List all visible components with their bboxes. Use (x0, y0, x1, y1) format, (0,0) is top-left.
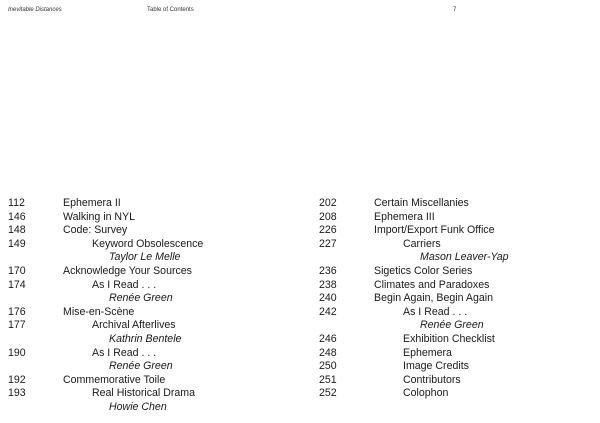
toc-title: Acknowledge Your Sources (63, 264, 192, 277)
toc-entry (8, 238, 288, 252)
toc-page-number: 238 (319, 278, 337, 291)
toc-author-line (8, 333, 288, 347)
toc-entry (319, 360, 599, 374)
toc-page-number: 227 (319, 237, 337, 250)
toc-author-line (319, 319, 599, 333)
toc-entry (319, 347, 599, 361)
toc-title: As I Read . . . (92, 346, 157, 359)
toc-page-number: 202 (319, 197, 337, 209)
toc-title: Ephemera III (374, 210, 435, 223)
toc-title: Real Historical Drama (92, 387, 196, 400)
toc-page-number: 240 (319, 292, 337, 305)
toc-entry (8, 279, 288, 293)
toc-page-number: 174 (8, 278, 26, 291)
toc-title: Mise-en-Scène (63, 305, 135, 318)
book-title: Inevitable Distances (8, 7, 62, 13)
toc-entry (319, 306, 599, 320)
section-title: Table of Contents (147, 7, 194, 13)
toc-title: Carriers (403, 237, 441, 250)
toc-title: Climates and Paradoxes (374, 278, 490, 291)
toc-entry (319, 265, 599, 279)
toc-entry (8, 211, 288, 225)
toc-page-number: 250 (319, 360, 337, 373)
toc-page-number: 177 (8, 319, 26, 332)
toc-entry (8, 347, 288, 361)
toc-page-number: 248 (319, 346, 337, 359)
toc-entry (8, 265, 288, 279)
toc-page-number: 190 (8, 346, 26, 359)
toc-title: Import/Export Funk Office (374, 224, 495, 237)
toc-page-number: 193 (8, 387, 26, 400)
toc-author-line (8, 251, 288, 265)
toc-author-line (8, 401, 288, 415)
toc-entry (319, 292, 599, 306)
toc-title: Contributors (403, 373, 461, 386)
toc-entry (319, 211, 599, 225)
toc-entry (8, 374, 288, 388)
toc-entry (8, 306, 288, 320)
toc-page-number: 246 (319, 332, 337, 345)
toc-title: Ephemera (403, 346, 452, 359)
toc-page-number: 192 (8, 373, 26, 386)
toc-title: Code: Survey (63, 224, 128, 237)
toc-entry (319, 279, 599, 293)
toc-page-number: 149 (8, 237, 26, 250)
toc-page-number: 170 (8, 264, 26, 277)
toc-column-left (8, 197, 288, 415)
toc-page-number: 112 (8, 197, 25, 209)
toc-title: Colophon (403, 387, 449, 400)
toc-entry (319, 333, 599, 347)
toc-page-number: 226 (319, 224, 337, 237)
toc-page-number: 176 (8, 305, 26, 318)
toc-author: Taylor Le Melle (109, 251, 181, 264)
toc-author-line (8, 360, 288, 374)
toc-page-number: 236 (319, 264, 337, 277)
toc-author: Kathrin Bentele (109, 332, 182, 345)
toc-page-number: 242 (319, 305, 337, 318)
toc-entry (319, 197, 599, 211)
toc-column-right (319, 197, 599, 401)
toc-entry (319, 374, 599, 388)
toc-title: Commemorative Toile (63, 373, 166, 386)
toc-page-number: 146 (8, 210, 26, 223)
toc-author-line (8, 292, 288, 306)
toc-page-number: 251 (319, 373, 337, 386)
toc-title: Begin Again, Begin Again (374, 292, 493, 305)
toc-title: Walking in NYL (63, 210, 136, 223)
toc-author-line (319, 251, 599, 265)
toc-page-number: 252 (319, 387, 337, 400)
toc-title: As I Read . . . (92, 278, 157, 291)
toc-title: Ephemera II (63, 197, 121, 209)
toc-author: Howie Chen (109, 400, 167, 413)
toc-entry (8, 224, 288, 238)
toc-title: Keyword Obsolescence (92, 237, 204, 250)
toc-title: As I Read . . . (403, 305, 468, 318)
toc-entry (8, 319, 288, 333)
toc-entry (319, 224, 599, 238)
toc-title: Certain Miscellanies (374, 197, 469, 209)
toc-title: Sigetics Color Series (374, 264, 473, 277)
toc-entry (319, 238, 599, 252)
toc-page-number: 148 (8, 224, 26, 237)
toc-author: Mason Leaver-Yap (420, 251, 509, 264)
toc-title: Image Credits (403, 360, 469, 373)
toc-author: Renée Green (420, 319, 484, 332)
toc-author: Renée Green (109, 292, 173, 305)
toc-page-number: 208 (319, 210, 337, 223)
toc-entry (8, 197, 288, 211)
toc-author: Renée Green (109, 360, 173, 373)
toc-title: Archival Afterlives (92, 319, 176, 332)
page-number: 7 (453, 7, 457, 13)
toc-entry (8, 387, 288, 401)
toc-title: Exhibition Checklist (403, 332, 495, 345)
toc-entry (319, 387, 599, 401)
